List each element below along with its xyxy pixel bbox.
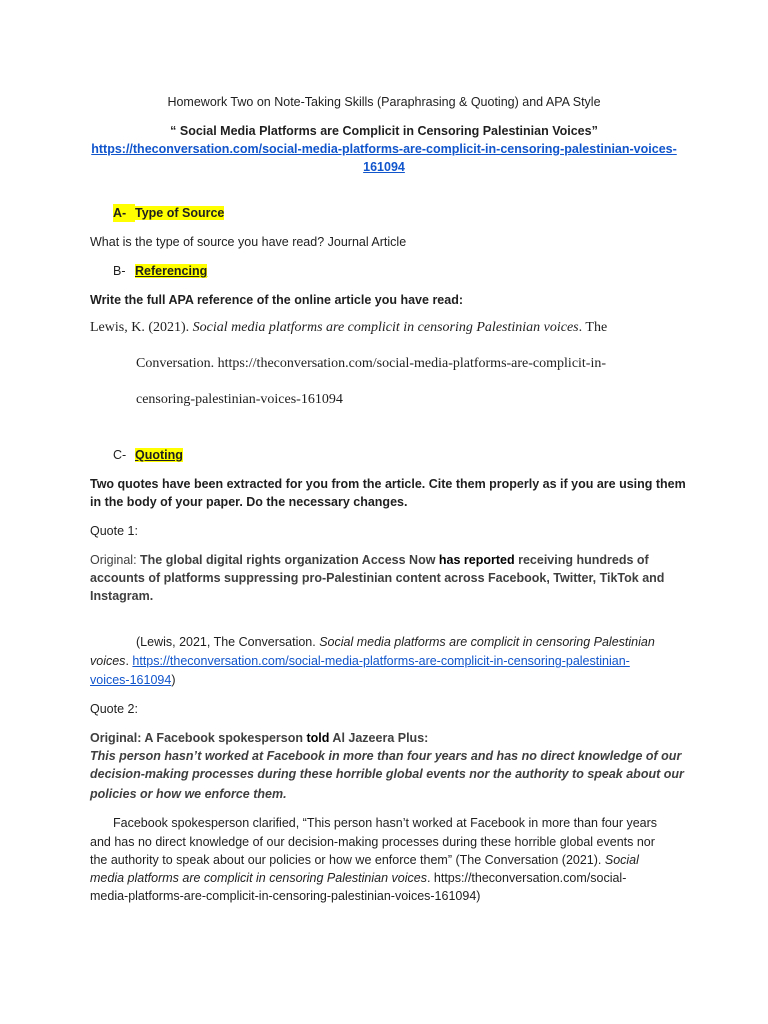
quoting-prompt-line-2: in the body of your paper. Do the necessary changes. [90,495,408,509]
quote-2-label: Quote 2: [90,702,138,716]
quote-1-citation-line-2 [90,652,630,670]
quote-1-citation-line-3 [90,671,175,689]
quote-1-orig-c: receiving hundreds of [514,553,649,567]
quote-1-orig-a: The global digital rights organization Access Now [140,553,439,567]
quoting-prompt-line-1: Two quotes have been extracted for you from the article. Cite them properly as if you are using them [90,477,686,491]
quote-1-cite-link-2[interactable]: voices-161094 [90,673,172,687]
section-a-title: Type of Source [135,206,225,220]
section-a-heading [113,204,224,222]
quote-1-original-line-3: Instagram. [90,589,154,603]
ref-author: Lewis, K. (2021). [90,320,193,335]
quote-2-original-line-2: This person hasn’t worked at Facebook in more than four years and has no direct knowledge of our [90,749,682,763]
article-title: “ Social Media Platforms are Complicit in Censoring Palestinian Voices” [170,124,598,138]
section-c-heading [113,446,183,464]
article-url-line-2[interactable]: 161094 [363,160,405,174]
section-b-heading [113,262,207,280]
quote-2-paraphrase-line-1: Facebook spokesperson clarified, “This person hasn’t worked at Facebook in more than four years [113,816,658,830]
quote-2-orig-c: Al Jazeera Plus: [329,731,429,745]
quote-2-paraphrase-line-2: and has no direct knowledge of our decision-making processes during these horrible global events nor [90,835,655,849]
ref-end: . The [578,320,608,335]
quote-1-orig-label: Original: [90,553,141,567]
section-a-letter: A- [113,204,135,222]
quote-1-original-line-1 [90,551,649,569]
quote-2-paraphrase-line-3 [90,851,639,869]
quote-2-para-3b: Social [604,853,639,867]
ref-title: Social media platforms are complicit in censoring Palestinian voices [192,320,579,335]
referencing-prompt: Write the full APA reference of the online article you have read: [90,293,464,307]
quote-2-paraphrase-line-4 [90,869,626,887]
section-b-letter: B- [113,264,126,278]
quote-1-original-line-2: accounts of platforms suppressing pro-Palestinian content across Facebook, Twitter, TikTok and [90,571,665,585]
section-c-title: Quoting [135,448,183,462]
quote-1-orig-b: has reported [438,553,515,567]
homework-title: Homework Two on Note-Taking Skills (Paraphrasing & Quoting) and APA Style [167,95,601,109]
quote-1-cite-c: voices [90,654,126,668]
apa-reference-line-3: censoring-palestinian-voices-161094 [136,392,343,407]
quote-1-cite-end: ) [171,673,176,687]
quote-2-orig-b: told [306,731,330,745]
quote-1-citation-line-1 [136,633,655,651]
quote-2-para-4b: . https://theconversation.com/social- [426,871,627,885]
quote-2-original-line-1 [90,729,428,747]
quote-2-para-4a: media platforms are complicit in censoring Palestinian voices [90,871,427,885]
quote-2-paraphrase-line-5: media-platforms-are-complicit-in-censoring-palestinian-voices-161094) [90,889,481,903]
apa-reference-line-2: Conversation. https://theconversation.com/social-media-platforms-are-complicit-in- [136,356,607,371]
quote-2-original-line-3: decision-making processes during these horrible global events nor the authority to speak about our [90,767,684,781]
quote-1-cite-b: Social media platforms are complicit in censoring Palestinian [319,635,655,649]
article-url-line-1[interactable]: https://theconversation.com/social-media-platforms-are-complicit-in-censoring-palestinian-voices- [91,142,677,156]
quote-1-label: Quote 1: [90,524,138,538]
section-b-title: Referencing [135,264,208,278]
quote-2-para-3a: the authority to speak about our policies or how we enforce them” (The Conversation (2021). [90,853,605,867]
quote-2-original-line-4: policies or how we enforce them. [90,787,287,801]
quote-2-orig-a: Original: A Facebook spokesperson [90,731,307,745]
quote-1-cite-link-1[interactable]: https://theconversation.com/social-media-platforms-are-complicit-in-censoring-palestinian- [132,654,630,668]
section-c-letter: C- [113,448,127,462]
apa-reference-line-1 [90,320,607,336]
quote-1-cite-a: (Lewis, 2021, The Conversation. [136,635,320,649]
source-type-question: What is the type of source you have read? Journal Article [90,235,407,249]
quote-1-cite-d: . [125,654,133,668]
